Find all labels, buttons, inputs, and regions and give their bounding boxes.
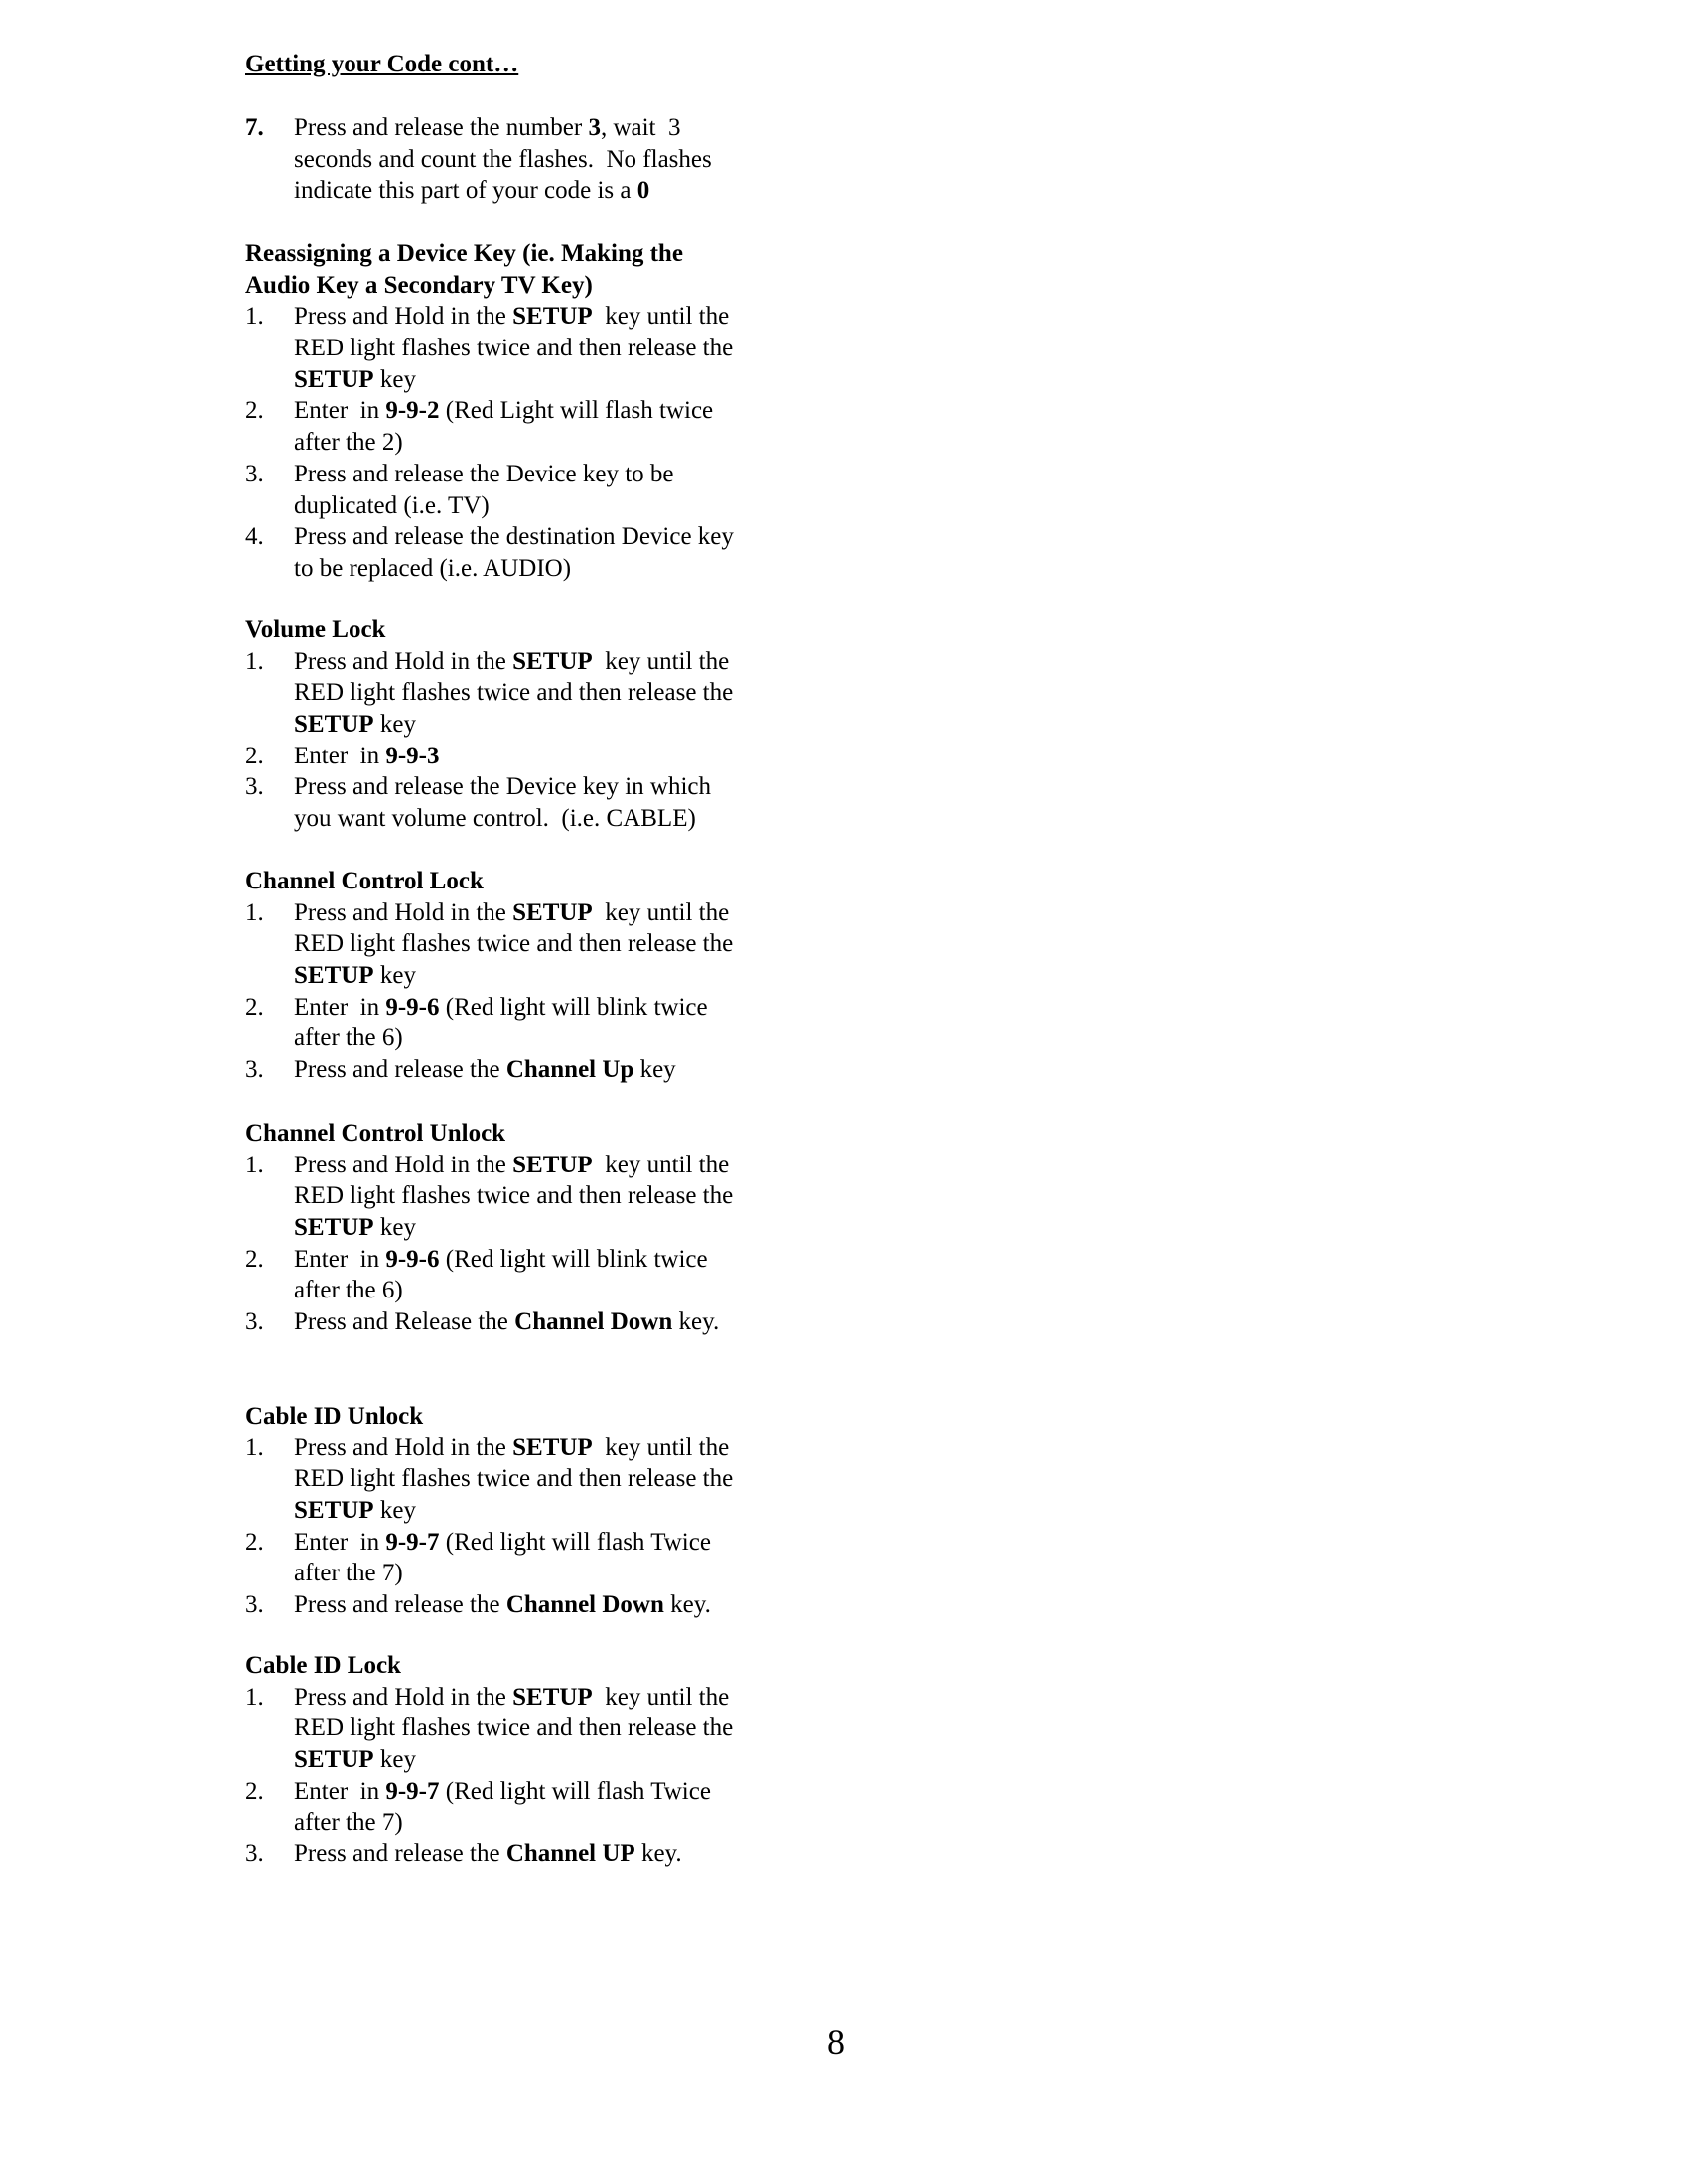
text-line bbox=[294, 960, 841, 992]
item-text bbox=[294, 1433, 841, 1527]
bold-text: SETUP bbox=[294, 365, 374, 393]
text-span: RED light flashes twice and then release the bbox=[294, 930, 734, 958]
section-title: Cable ID Lock bbox=[245, 1652, 401, 1679]
text-line bbox=[294, 175, 841, 206]
bold-text: SETUP bbox=[294, 1746, 374, 1774]
text-span: Enter in bbox=[294, 397, 386, 425]
item-text bbox=[294, 992, 841, 1054]
item-text bbox=[294, 521, 841, 584]
bold-text: 0 bbox=[636, 177, 650, 205]
text-span: Enter in bbox=[294, 993, 386, 1021]
text-line bbox=[294, 1306, 841, 1338]
list-item bbox=[245, 521, 841, 584]
bold-text: SETUP bbox=[512, 1683, 593, 1710]
text-line bbox=[294, 1023, 841, 1054]
text-span: , wait 3 bbox=[600, 114, 681, 141]
text-line bbox=[294, 490, 841, 522]
bold-text: SETUP bbox=[294, 962, 374, 990]
item-number: 2. bbox=[245, 1245, 264, 1273]
bold-text: Channel Down bbox=[505, 1591, 664, 1619]
text-span: Press and Hold in the bbox=[294, 1683, 513, 1710]
item-number: 4. bbox=[245, 523, 264, 551]
text-span: Press and release the destination Device key bbox=[294, 523, 734, 551]
text-line bbox=[294, 1433, 841, 1464]
list-item bbox=[245, 897, 841, 992]
text-line bbox=[294, 1212, 841, 1244]
text-line bbox=[294, 1558, 841, 1589]
text-span: Enter in bbox=[294, 742, 386, 769]
item-number: 1. bbox=[245, 898, 264, 926]
text-line bbox=[294, 646, 841, 678]
list-item bbox=[245, 646, 841, 741]
item-text bbox=[294, 741, 841, 772]
text-line bbox=[294, 459, 841, 490]
text-span: after the 7) bbox=[294, 1560, 403, 1587]
text-span: (Red Light will flash twice bbox=[439, 397, 714, 425]
item-text bbox=[294, 112, 841, 206]
list-item bbox=[245, 1839, 841, 1870]
text-span: key until the bbox=[592, 898, 730, 926]
text-span: after the 7) bbox=[294, 1809, 403, 1837]
section-cable-id-unlock bbox=[245, 1401, 841, 1621]
item-text bbox=[294, 395, 841, 458]
section-getting-code bbox=[245, 112, 841, 206]
list-item bbox=[245, 301, 841, 395]
text-span: after the 6) bbox=[294, 1024, 403, 1052]
bold-text: 3 bbox=[588, 114, 601, 141]
bold-text: 9-9-6 bbox=[385, 993, 440, 1021]
text-line bbox=[294, 1776, 841, 1808]
list-item bbox=[245, 1054, 841, 1086]
list-item bbox=[245, 112, 841, 206]
text-span: key. bbox=[663, 1591, 711, 1619]
bold-text: 9-9-7 bbox=[385, 1528, 440, 1556]
text-line bbox=[294, 333, 841, 364]
text-span: key bbox=[373, 365, 416, 393]
bold-text: Channel UP bbox=[505, 1841, 635, 1868]
text-line bbox=[294, 1744, 841, 1776]
text-span: key until the bbox=[592, 647, 730, 675]
text-span: key bbox=[633, 1056, 676, 1084]
list-item bbox=[245, 771, 841, 834]
list-item bbox=[245, 1150, 841, 1244]
bold-text: Channel Down bbox=[514, 1308, 673, 1336]
text-span: key until the bbox=[592, 303, 730, 331]
item-text bbox=[294, 1776, 841, 1839]
text-line bbox=[294, 992, 841, 1024]
text-line bbox=[294, 1495, 841, 1527]
text-line bbox=[294, 112, 841, 144]
text-span: Press and Hold in the bbox=[294, 647, 513, 675]
text-span: RED light flashes twice and then release the bbox=[294, 1182, 734, 1210]
text-span: Press and Hold in the bbox=[294, 1433, 513, 1461]
text-line bbox=[294, 1150, 841, 1181]
text-span: key until the bbox=[592, 1151, 730, 1178]
text-span: RED light flashes twice and then release the bbox=[294, 335, 734, 362]
item-text bbox=[294, 1589, 841, 1621]
page-number: 8 bbox=[827, 2022, 845, 2062]
text-line bbox=[294, 1807, 841, 1839]
list-item bbox=[245, 1682, 841, 1776]
item-text bbox=[294, 1839, 841, 1870]
text-span: key bbox=[373, 1214, 416, 1242]
text-line bbox=[294, 1463, 841, 1495]
item-number: 3. bbox=[245, 1308, 264, 1336]
text-span: Press and release the Device key to be bbox=[294, 460, 674, 487]
text-line bbox=[294, 427, 841, 459]
item-number: 2. bbox=[245, 1528, 264, 1556]
text-span: Press and Hold in the bbox=[294, 303, 513, 331]
text-span: Press and Hold in the bbox=[294, 1151, 513, 1178]
text-line bbox=[294, 1712, 841, 1744]
item-number: 1. bbox=[245, 1683, 264, 1710]
text-line bbox=[294, 803, 841, 835]
item-number: 7. bbox=[245, 114, 264, 141]
text-line bbox=[294, 364, 841, 396]
item-text bbox=[294, 771, 841, 834]
list-item bbox=[245, 1776, 841, 1839]
item-number: 2. bbox=[245, 993, 264, 1021]
text-span: key bbox=[373, 1746, 416, 1774]
item-text bbox=[294, 1306, 841, 1338]
text-span: duplicated (i.e. TV) bbox=[294, 491, 490, 519]
text-span: Enter in bbox=[294, 1777, 386, 1805]
text-span: after the 2) bbox=[294, 429, 403, 457]
text-line bbox=[294, 897, 841, 929]
list-item bbox=[245, 992, 841, 1054]
text-span: seconds and count the flashes. No flashes bbox=[294, 145, 712, 173]
section-cable-id-lock bbox=[245, 1650, 841, 1870]
section-title: Channel Control Unlock bbox=[245, 1120, 506, 1147]
item-text bbox=[294, 1150, 841, 1244]
text-span: RED light flashes twice and then release the bbox=[294, 1714, 734, 1742]
text-span: Enter in bbox=[294, 1245, 386, 1273]
bold-text: 9-9-2 bbox=[385, 397, 440, 425]
section-title: Reassigning a Device Key (ie. Making the bbox=[245, 240, 683, 267]
section-reassign-device-key bbox=[245, 238, 841, 585]
text-span: Press and release the bbox=[294, 1056, 506, 1084]
bold-text: SETUP bbox=[512, 1433, 593, 1461]
item-number: 3. bbox=[245, 1591, 264, 1619]
bold-text: SETUP bbox=[512, 303, 593, 331]
text-line bbox=[294, 553, 841, 585]
text-line bbox=[294, 1244, 841, 1276]
text-line bbox=[294, 521, 841, 553]
text-span: indicate this part of your code is a bbox=[294, 177, 637, 205]
bold-text: SETUP bbox=[294, 1497, 374, 1525]
text-span: (Red light will flash Twice bbox=[439, 1777, 711, 1805]
bold-text: 9-9-7 bbox=[385, 1777, 440, 1805]
list-item bbox=[245, 1433, 841, 1527]
item-text bbox=[294, 1054, 841, 1086]
text-line bbox=[294, 1275, 841, 1306]
text-span: (Red light will blink twice bbox=[439, 993, 708, 1021]
section-title: Volume Lock bbox=[245, 616, 386, 643]
item-text bbox=[294, 646, 841, 741]
text-line bbox=[294, 709, 841, 741]
text-span: Enter in bbox=[294, 1528, 386, 1556]
text-span: RED light flashes twice and then release the bbox=[294, 1465, 734, 1493]
text-span: (Red light will blink twice bbox=[439, 1245, 708, 1273]
bold-text: SETUP bbox=[512, 898, 593, 926]
item-number: 3. bbox=[245, 1841, 264, 1868]
text-span: key bbox=[373, 962, 416, 990]
section-title: Channel Control Lock bbox=[245, 868, 484, 894]
bold-text: 9-9-3 bbox=[385, 742, 440, 769]
text-line bbox=[294, 301, 841, 333]
item-text bbox=[294, 1527, 841, 1589]
item-text bbox=[294, 897, 841, 992]
item-number: 1. bbox=[245, 1433, 264, 1461]
text-span: you want volume control. (i.e. CABLE) bbox=[294, 805, 696, 833]
item-number: 1. bbox=[245, 303, 264, 331]
text-line bbox=[294, 1527, 841, 1559]
bold-text: Channel Up bbox=[505, 1056, 634, 1084]
item-number: 2. bbox=[245, 397, 264, 425]
item-text bbox=[294, 1682, 841, 1776]
item-number: 3. bbox=[245, 1056, 264, 1084]
item-number: 1. bbox=[245, 1151, 264, 1178]
text-span: key until the bbox=[592, 1683, 730, 1710]
section-channel-control-lock bbox=[245, 866, 841, 1086]
page-header: Getting your Code cont… bbox=[245, 51, 519, 77]
text-span: key. bbox=[672, 1308, 720, 1336]
text-line bbox=[294, 1839, 841, 1870]
text-line bbox=[294, 677, 841, 709]
item-text bbox=[294, 459, 841, 521]
text-span: after the 6) bbox=[294, 1277, 403, 1304]
item-text bbox=[294, 1244, 841, 1306]
bold-text: 9-9-6 bbox=[385, 1245, 440, 1273]
text-span: key bbox=[373, 711, 416, 739]
list-item bbox=[245, 395, 841, 458]
item-number: 1. bbox=[245, 647, 264, 675]
bold-text: SETUP bbox=[512, 647, 593, 675]
item-number: 2. bbox=[245, 1777, 264, 1805]
bold-text: SETUP bbox=[294, 711, 374, 739]
text-span: to be replaced (i.e. AUDIO) bbox=[294, 554, 572, 582]
text-span: Press and Hold in the bbox=[294, 898, 513, 926]
text-span: Press and Release the bbox=[294, 1308, 515, 1336]
text-line bbox=[294, 1682, 841, 1713]
bold-text: SETUP bbox=[512, 1151, 593, 1178]
text-span: key. bbox=[634, 1841, 682, 1868]
section-title: Audio Key a Secondary TV Key) bbox=[245, 271, 593, 299]
list-item bbox=[245, 741, 841, 772]
item-number: 3. bbox=[245, 773, 264, 801]
text-span: Press and release the bbox=[294, 1591, 506, 1619]
text-line bbox=[294, 771, 841, 803]
text-span: (Red light will flash Twice bbox=[439, 1528, 711, 1556]
text-line bbox=[294, 1054, 841, 1086]
text-span: key until the bbox=[592, 1433, 730, 1461]
text-line bbox=[294, 1180, 841, 1212]
item-number: 3. bbox=[245, 460, 264, 487]
list-item bbox=[245, 1527, 841, 1589]
item-number: 2. bbox=[245, 742, 264, 769]
text-span: Press and release the number bbox=[294, 114, 589, 141]
section-volume-lock bbox=[245, 614, 841, 835]
list-item bbox=[245, 1244, 841, 1306]
section-title: Cable ID Unlock bbox=[245, 1403, 424, 1430]
text-line bbox=[294, 395, 841, 427]
text-line bbox=[294, 928, 841, 960]
list-item bbox=[245, 459, 841, 521]
text-line bbox=[294, 144, 841, 176]
list-item bbox=[245, 1306, 841, 1338]
text-line bbox=[294, 741, 841, 772]
text-line bbox=[294, 1589, 841, 1621]
section-channel-control-unlock bbox=[245, 1118, 841, 1338]
text-span: Press and release the bbox=[294, 1841, 506, 1868]
text-span: RED light flashes twice and then release the bbox=[294, 679, 734, 707]
item-text bbox=[294, 301, 841, 395]
text-span: Press and release the Device key in which bbox=[294, 773, 711, 801]
list-item bbox=[245, 1589, 841, 1621]
bold-text: SETUP bbox=[294, 1214, 374, 1242]
text-span: key bbox=[373, 1497, 416, 1525]
